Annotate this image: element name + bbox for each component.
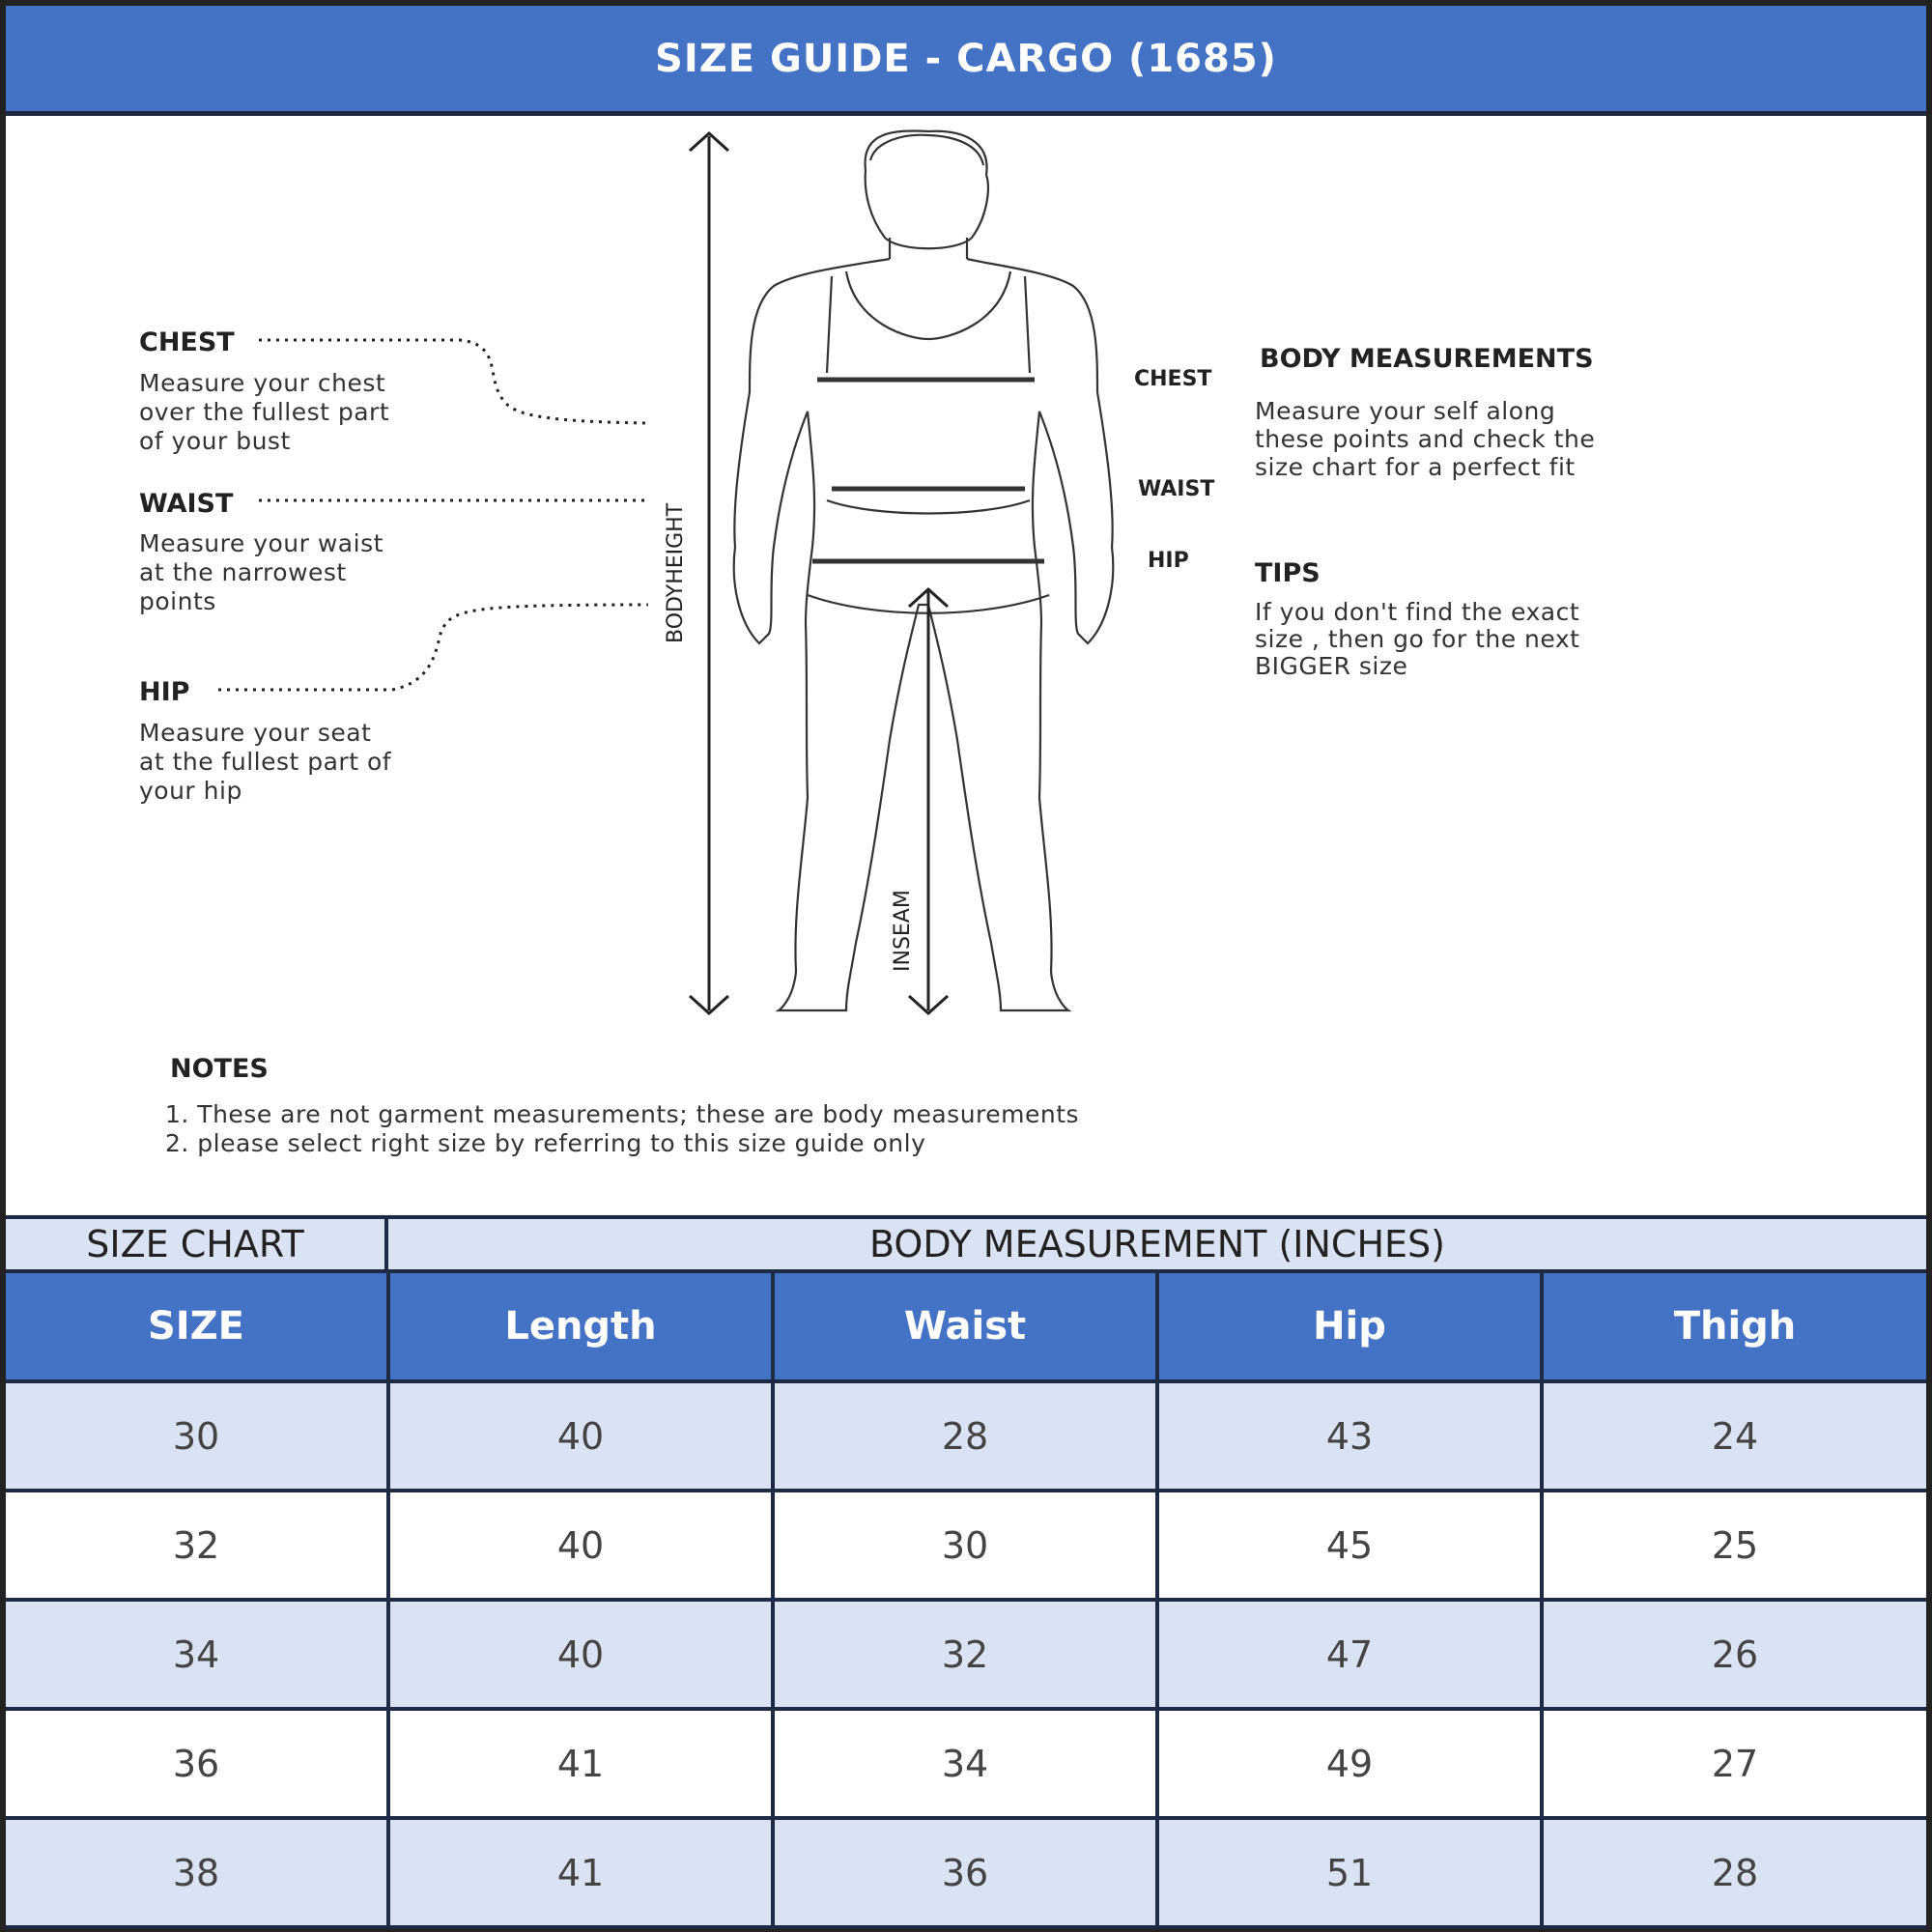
cell-size: 38 (6, 1818, 388, 1927)
table-header-row (6, 1273, 1926, 1381)
cell-hip: 47 (1157, 1600, 1542, 1709)
cell-length: 40 (388, 1491, 773, 1600)
notes-heading: NOTES (170, 1054, 269, 1084)
chest-instruction: Measure your chest over the fullest part of your bust (139, 369, 390, 455)
waist-label: WAIST (139, 489, 234, 519)
notes-list (165, 1100, 1079, 1158)
column-header-hip: Hip (1157, 1273, 1542, 1381)
cell-hip: 43 (1157, 1381, 1542, 1491)
body-measurements-text: Measure your self along these points and check the size chart for a perfect fit (1255, 397, 1596, 481)
size-chart-table (6, 1273, 1926, 1929)
cell-length: 40 (388, 1381, 773, 1491)
tips-text: If you don't find the exact size , then go for the next BIGGER size (1255, 598, 1580, 680)
hip-instruction: Measure your seat at the fullest part of your hip (139, 719, 392, 805)
column-header-waist: Waist (773, 1273, 1157, 1381)
table-row (6, 1600, 1926, 1709)
inseam-label: INSEAM (891, 890, 915, 972)
cell-length: 41 (388, 1818, 773, 1927)
size-chart-label: SIZE CHART (6, 1219, 388, 1269)
figure-hip-label: HIP (1148, 549, 1189, 573)
figure-waist-label: WAIST (1138, 477, 1215, 501)
cell-size: 32 (6, 1491, 388, 1600)
cell-waist: 34 (773, 1709, 1157, 1818)
tips-heading: TIPS (1255, 558, 1321, 588)
hip-leader-line (218, 605, 648, 690)
body-measurements-heading: BODY MEASUREMENTS (1260, 344, 1594, 374)
bodyheight-label: BODYHEIGHT (664, 502, 688, 643)
column-header-length: Length (388, 1273, 773, 1381)
cell-hip: 45 (1157, 1491, 1542, 1600)
cell-hip: 51 (1157, 1818, 1542, 1927)
cell-waist: 32 (773, 1600, 1157, 1709)
column-header-size: SIZE (6, 1273, 388, 1381)
figure-chest-label: CHEST (1134, 367, 1212, 391)
table-row (6, 1709, 1926, 1818)
cell-thigh: 27 (1542, 1709, 1926, 1818)
table-row (6, 1818, 1926, 1927)
cell-thigh: 24 (1542, 1381, 1926, 1491)
cell-thigh: 26 (1542, 1600, 1926, 1709)
note-item: 2. please select right size by referring to this size guide only (165, 1129, 926, 1157)
cell-hip: 49 (1157, 1709, 1542, 1818)
table-row (6, 1381, 1926, 1491)
hip-label: HIP (139, 677, 190, 707)
column-header-thigh: Thigh (1542, 1273, 1926, 1381)
cell-size: 30 (6, 1381, 388, 1491)
cell-waist: 36 (773, 1818, 1157, 1927)
table-row (6, 1491, 1926, 1600)
chest-label: CHEST (139, 327, 235, 357)
cell-length: 41 (388, 1709, 773, 1818)
cell-waist: 30 (773, 1491, 1157, 1600)
chart-header-row (6, 1215, 1926, 1273)
note-item: 1. These are not garment measurements; these are body measurements (165, 1100, 1080, 1128)
page-title: SIZE GUIDE - CARGO (1685) (655, 36, 1277, 81)
cell-thigh: 25 (1542, 1491, 1926, 1600)
cell-waist: 28 (773, 1381, 1157, 1491)
body-measurement-label: BODY MEASUREMENT (INCHES) (869, 1223, 1445, 1265)
figure-head (866, 130, 988, 248)
cell-size: 34 (6, 1600, 388, 1709)
cell-size: 36 (6, 1709, 388, 1818)
cell-length: 40 (388, 1600, 773, 1709)
figure-torso (734, 259, 1114, 1010)
waist-instruction: Measure your waist at the narrowest points (139, 529, 384, 615)
cell-thigh: 28 (1542, 1818, 1926, 1927)
